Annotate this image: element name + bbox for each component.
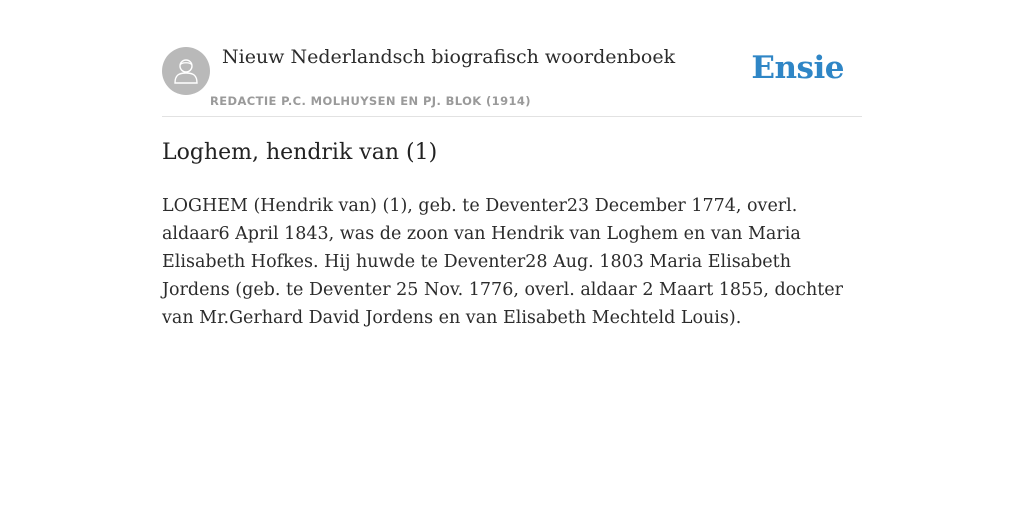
entry-body: LOGHEM (Hendrik van) (1), geb. te Deventer23 December 1774, overl. aldaar6 April 1843, was de zoon van Hendrik van Loghem en van Maria Elisabeth Hofkes. Hij huwde te Deventer28 Aug. 1803 Maria Elisabeth Jordens (geb. te Deventer 25 Nov. 1776, overl. aldaar 2 Maart 1855, dochter van Mr.Gerhard David Jordens en van Elisabeth Mechteld Louis). xyxy=(162,196,844,328)
ensie-logo-link[interactable]: Ensie xyxy=(751,50,844,86)
entry-title: Loghem, hendrik van (1) xyxy=(162,140,438,165)
source-header xyxy=(162,40,862,117)
source-title[interactable]: Nieuw Nederlandsch biografisch woordenboek xyxy=(222,46,676,68)
user-icon xyxy=(173,57,199,85)
source-avatar[interactable] xyxy=(162,47,210,95)
source-subtitle: REDACTIE P.C. MOLHUYSEN EN PJ. BLOK (1914) xyxy=(210,94,531,108)
